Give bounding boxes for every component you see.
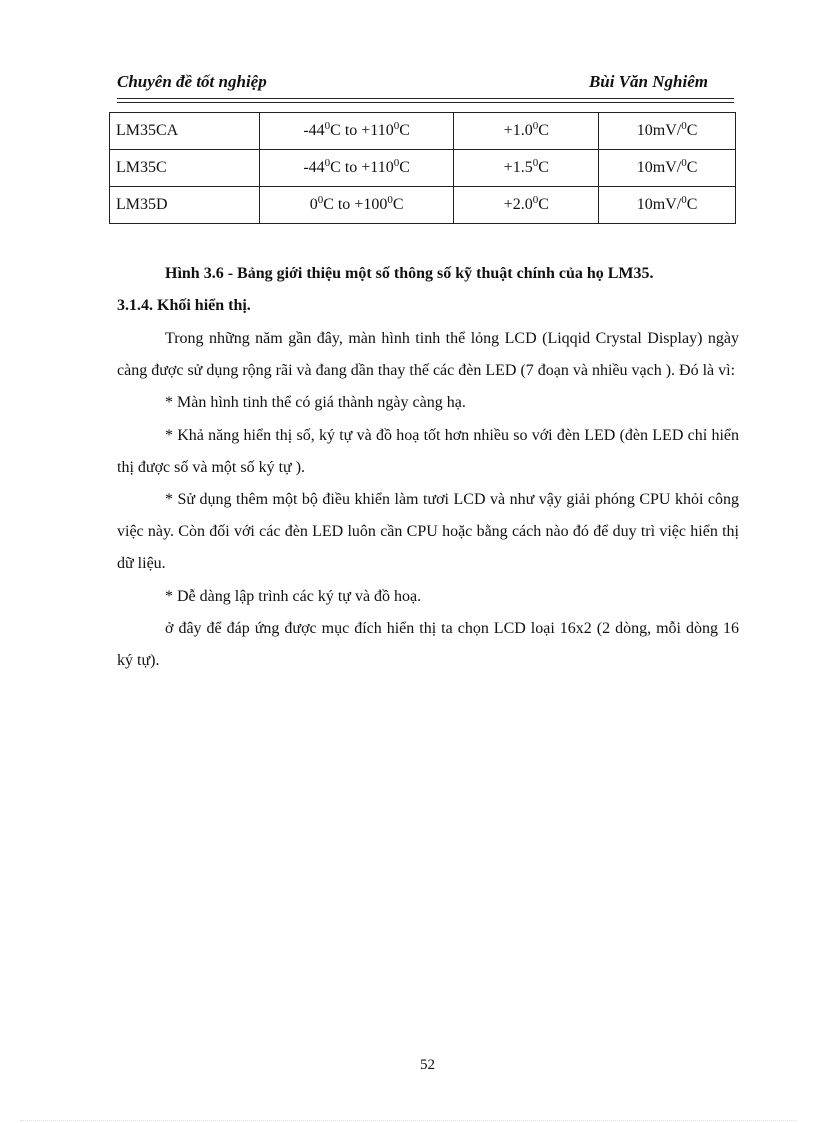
header-rule-top	[117, 98, 734, 99]
accuracy-cell: $+1.5^0C$	[454, 150, 599, 187]
header-thesis-title: Chuyên đề tốt nghiệp	[117, 72, 267, 91]
header-author-name: Bùi Văn Nghiêm	[588, 72, 708, 91]
body-text	[117, 323, 739, 677]
bullet-price: * Màn hình tinh thể có giá thành ngày càng hạ.	[165, 394, 466, 412]
model-cell: LM35C	[110, 150, 260, 187]
paragraph-conclusion: ở đây để đáp ứng được mục đích hiển thị ta chọn LCD loại 16x2 (2 dòng, mỗi dòng 16 ký tự).	[117, 619, 739, 670]
model-cell: LM35CA	[110, 113, 260, 150]
scale-factor-cell: 10mV/$^0$C	[599, 150, 736, 187]
table-row	[110, 187, 736, 224]
lm35-spec-table	[109, 112, 736, 224]
page-header	[117, 72, 734, 96]
table-row	[110, 113, 736, 150]
scale-factor-cell: 10mV/$^0$C	[599, 113, 736, 150]
table-row	[110, 150, 736, 187]
paragraph-intro: Trong những năm gần đây, màn hình tinh thể lỏng LCD (Liqqid Crystal Display) ngày càng được sử dụng rộng rãi và đang dần thay thế các đèn LED (7 đoạn và nhiều vạch ). Đó là vì:	[117, 330, 739, 380]
accuracy-cell: $+1.0^0C$	[454, 113, 599, 150]
temp-range-cell: $-44^0C$ to $+110^0C$	[259, 113, 454, 150]
temp-range-cell: $0^0C$ to $+100^0C$	[259, 187, 454, 224]
bullet-display-capability: * Khả năng hiển thị số, ký tự và đồ hoạ tốt hơn nhiều so với đèn LED (đèn LED chỉ hiển thị được số và một số ký tự ).	[117, 426, 739, 476]
page-number: 52	[420, 1057, 435, 1073]
figure-caption: Hình 3.6 - Bảng giới thiệu một số thông số kỹ thuật chính của họ LM35.	[165, 265, 654, 282]
bullet-controller: * Sử dụng thêm một bộ điều khiển làm tươi LCD và như vậy giải phóng CPU khỏi công việc này. Còn đối với các đèn LED luôn cần CPU hoặc bằng cách nào đó để duy trì việc hiển thị dữ liệu.	[117, 491, 739, 573]
section-heading: 3.1.4. Khối hiển thị.	[117, 297, 251, 314]
model-cell: LM35D	[110, 187, 260, 224]
page-bottom-divider	[20, 1120, 796, 1121]
header-rule-bottom	[117, 102, 734, 103]
temp-range-cell: $-44^0C$ to $+110^0C$	[259, 150, 454, 187]
bullet-programming: * Dễ dàng lập trình các ký tự và đồ hoạ.	[165, 587, 422, 605]
scale-factor-cell: 10mV/$^0$C	[599, 187, 736, 224]
accuracy-cell: $+2.0^0C$	[454, 187, 599, 224]
